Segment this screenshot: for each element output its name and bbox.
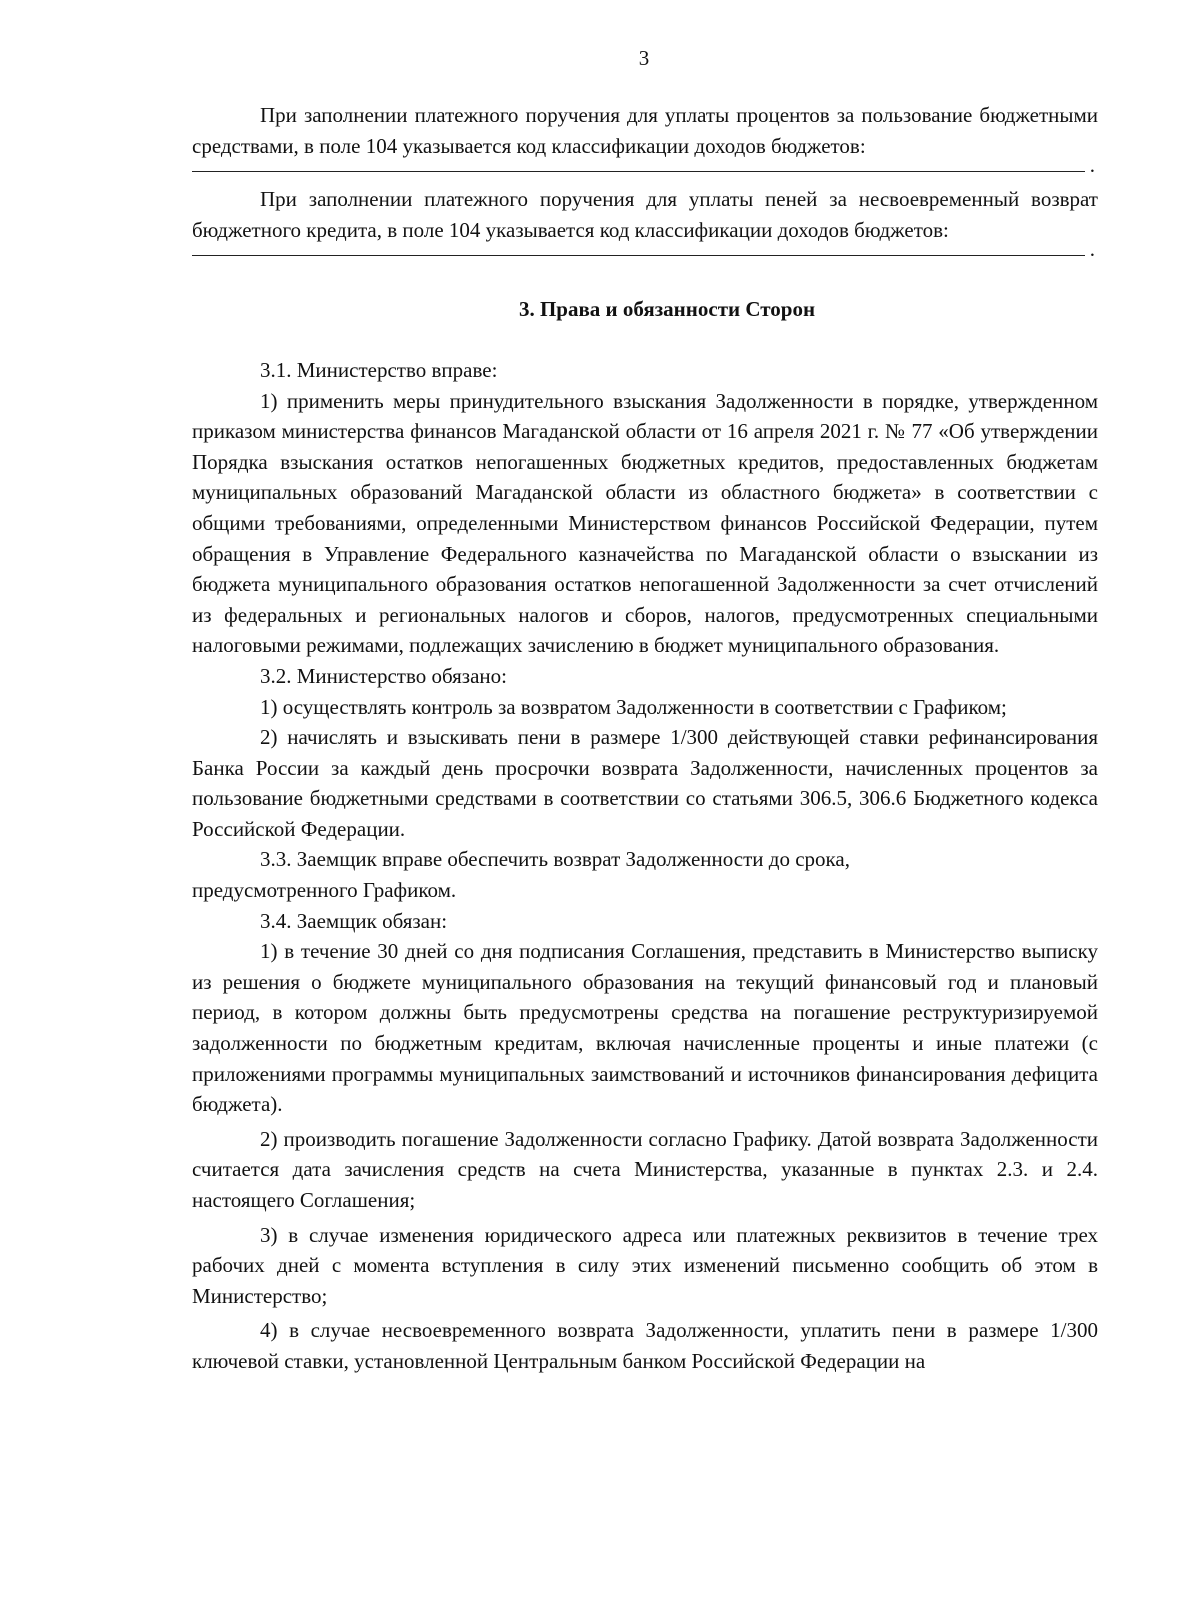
clause-3-2: 3.2. Министерство обязано: (260, 663, 507, 688)
blank-fill-line (192, 255, 1085, 256)
clause-3-4-2: 2) производить погашение Задолженности согласно Графику. Датой возврата Задолженности считается дата зачисления средств на счета Министерства, указанные в пунктах 2.3. и 2.4. настоящего Соглашения; (192, 1126, 1098, 1212)
clause-3-4-1: 1) в течение 30 дней со дня подписания Соглашения, представить в Министерство выписку из решения о бюджете муниципального образования на текущий финансовый год и плановый период, в котором должны быть предусмотрены средства на погашение реструктуризируемой задолженности по бюджетным кредитам, включая начисленные проценты и иные платежи (с приложениями программы муниципальных заимствований и источников финансирования дефицита бюджета). (192, 939, 1098, 1117)
clause-3-3-continued: предусмотренного Графиком. (192, 878, 457, 903)
clause-3-1: 3.1. Министерство вправе: (260, 357, 498, 382)
paragraph-penalty-payment: При заполнении платежного поручения для уплаты пеней за несвоевременный возврат бюджетного кредита, в поле 104 указывается код классификации доходов бюджетов: (192, 187, 1098, 242)
section-title: 3. Права и обязанности Сторон (518, 297, 816, 322)
clause-3-4-4: 4) в случае несвоевременного возврата Задолженности, уплатить пени в размере 1/300 ключевой ставки, установленной Центральным банком Российской Федерации на (192, 1318, 1098, 1373)
document-body (192, 100, 1098, 1377)
clause-3-4: 3.4. Заемщик обязан: (260, 908, 448, 933)
clause-3-3: 3.3. Заемщик вправе обеспечить возврат Задолженности до срока, (260, 847, 850, 872)
clause-3-4-3: 3) в случае изменения юридического адреса или платежных реквизитов в течение трех рабочих дней с момента вступления в силу этих изменений письменно сообщить об этом в Министерство; (192, 1222, 1098, 1308)
paragraph-interest-payment: При заполнении платежного поручения для уплаты процентов за пользование бюджетными средствами, в поле 104 указывается код классификации доходов бюджетов: (192, 103, 1098, 158)
blank-fill-line (192, 171, 1085, 172)
clause-3-2-1: 1) осуществлять контроль за возвратом Задолженности в соответствии с Графиком; (260, 694, 1007, 719)
page-number: 3 (638, 46, 650, 70)
clause-3-2-2: 2) начислять и взыскивать пени в размере 1/300 действующей ставки рефинансирования Банка России за каждый день просрочки возврата Задолженности, начисленных процентов за пользование бюджетными средствами в соответствии со статьями 306.5, 306.6 Бюджетного кодекса Российской Федерации. (192, 725, 1098, 841)
clause-3-1-1: 1) применить меры принудительного взыскания Задолженности в порядке, утвержденном приказом министерства финансов Магаданской области от 16 апреля 2021 г. № 77 «Об утверждении Порядка взыскания остатков непогашенных бюджетных кредитов, предоставленных бюджетам муниципальных образований Магаданской области из областного бюджета» в соответствии с общими требованиями, определенными Министерством финансов Российской Федерации, путем обращения в Управление Федерального казначейства по Магаданской области о взыскании из бюджета муниципального образования остатков непогашенной Задолженности за счет отчислений из федеральных и региональных налогов и сборов, налогов, предусмотренных специальными налоговыми режимами, подлежащих зачислению в бюджет муниципального образования. (192, 388, 1098, 658)
